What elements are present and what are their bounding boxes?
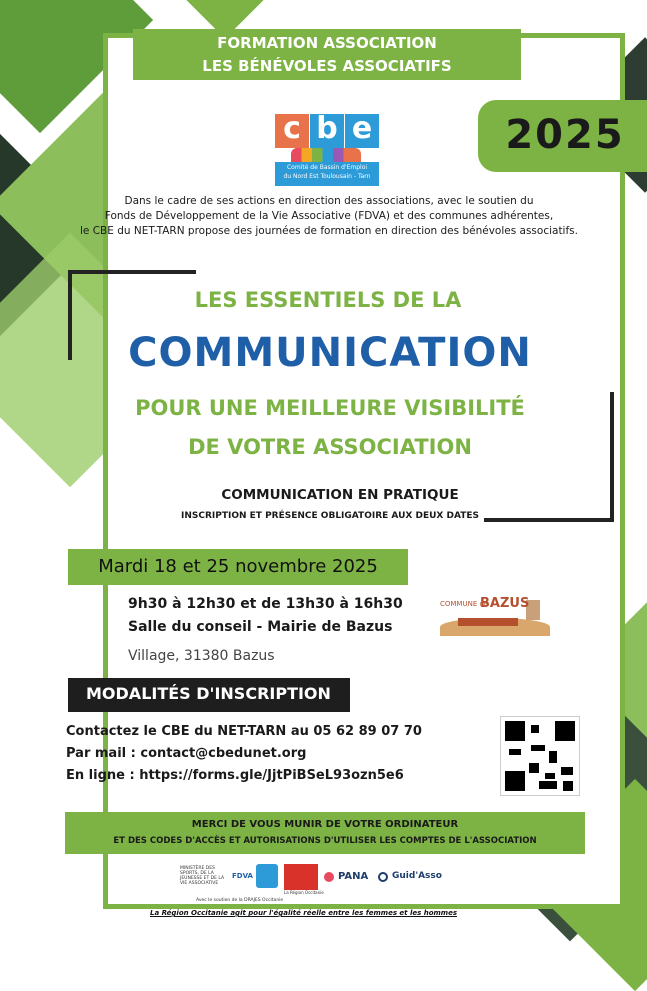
- footer-line2: ET DES CODES D'ACCÈS ET AUTORISATIONS D'UTILISER LES COMPTES DE L'ASSOCIATION: [113, 836, 537, 846]
- bazus-logo-commune: COMMUNE de: [440, 600, 489, 608]
- partner-logos: [180, 862, 450, 898]
- bracket-bottom-v: [610, 392, 614, 522]
- event-address: Village, 31380 Bazus: [128, 648, 275, 664]
- footer-band: [65, 812, 585, 854]
- header-line1: FORMATION ASSOCIATION: [217, 34, 437, 52]
- pana-logo: PANA: [338, 871, 369, 882]
- cbe-people-icon: [291, 148, 361, 162]
- header-line2: LES BÉNÉVOLES ASSOCIATIFS: [202, 57, 452, 75]
- header-band: [133, 29, 521, 80]
- event-hours: 9h30 à 12h30 et de 13h30 à 16h30: [128, 596, 403, 612]
- ministry-logo: MINISTÈRE DES SPORTS, DE LA JEUNESSE ET DE LA VIE ASSOCIATIVE: [180, 866, 225, 886]
- guidasso-logo-icon: [378, 872, 388, 882]
- guidasso-logo: Guid'Asso: [392, 871, 442, 881]
- pana-logo-icon: [324, 872, 334, 882]
- title-sub2: DE VOTRE ASSOCIATION: [188, 435, 472, 459]
- qr-code[interactable]: [500, 716, 580, 796]
- title-practice: COMMUNICATION EN PRATIQUE: [221, 487, 459, 503]
- cbe-letter-b: b: [310, 114, 344, 148]
- equality-note: La Région Occitanie agit pour l'égalité réelle entre les femmes et les hommes: [150, 909, 458, 917]
- bazus-logo: [440, 596, 550, 636]
- registration-heading: MODALITÉS D'INSCRIPTION: [68, 678, 350, 712]
- cbe-caption1: Comité de Bassin d'Emploi: [286, 164, 368, 171]
- hands-logo: [256, 864, 278, 888]
- cbe-letter-e: e: [345, 114, 379, 148]
- title-pre: LES ESSENTIELS DE LA: [194, 288, 462, 312]
- cbe-letter-c: c: [275, 114, 309, 148]
- bracket-top-h: [68, 270, 196, 274]
- fdva-logo: FDVA: [232, 872, 253, 880]
- intro-line1: Dans le cadre de ses actions en direction des associations, avec le soutien du: [124, 195, 534, 207]
- title-note: INSCRIPTION ET PRÉSENCE OBLIGATOIRE AUX DEUX DATES: [181, 511, 479, 521]
- bazus-logo-name: BAZUS: [480, 596, 530, 611]
- support-note: Avec le soutien de la DRAJES Occitanie: [196, 898, 284, 903]
- region-logo-box: [284, 864, 318, 890]
- intro-line2: Fonds de Développement de la Vie Associative (FDVA) et des communes adhérentes,: [104, 210, 554, 222]
- registration-phone: Contactez le CBE du NET-TARN au 05 62 89 07 70: [66, 724, 422, 739]
- intro-text: [40, 194, 618, 239]
- region-logo: La Région Occitanie: [284, 890, 324, 895]
- title-sub1: POUR UNE MEILLEURE VISIBILITÉ: [135, 396, 525, 420]
- cbe-logo: [275, 111, 379, 186]
- dates-band: Mardi 18 et 25 novembre 2025: [68, 549, 408, 585]
- title-main: COMMUNICATION: [128, 330, 532, 376]
- bracket-top-v: [68, 270, 72, 360]
- event-place: Salle du conseil - Mairie de Bazus: [128, 619, 393, 635]
- registration-online[interactable]: En ligne : https://forms.gle/JjtPiBSeL93ozn5e6: [66, 768, 404, 783]
- registration-email: Par mail : contact@cbedunet.org: [66, 746, 307, 761]
- footer-line1: MERCI DE VOUS MUNIR DE VOTRE ORDINATEUR: [191, 819, 459, 830]
- bazus-house-shape: [458, 618, 518, 626]
- cbe-caption2: du Nord Est Toulousain - Tarn: [283, 173, 371, 180]
- intro-line3: le CBE du NET-TARN propose des journées de formation en direction des bénévoles associatifs.: [80, 225, 578, 237]
- year-text: 2025: [505, 112, 625, 158]
